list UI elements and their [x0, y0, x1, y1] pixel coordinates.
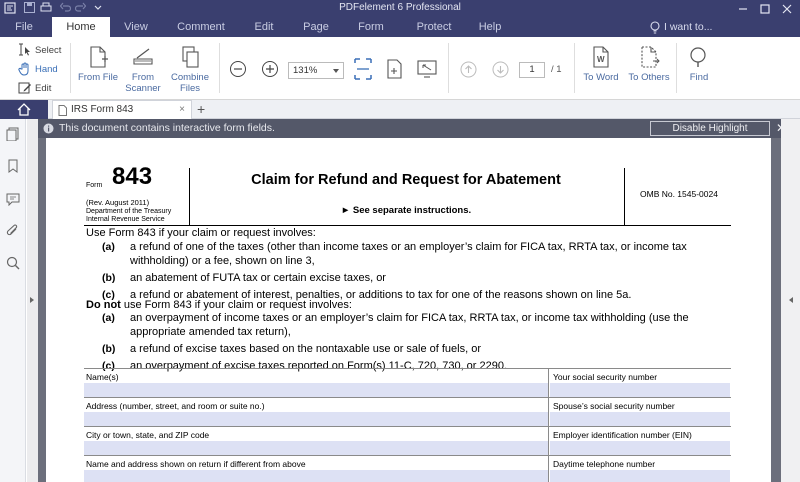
from-scanner-label: From Scanner	[125, 72, 161, 94]
form-subtitle: ► See separate instructions.	[340, 205, 472, 216]
text-field[interactable]	[84, 470, 548, 482]
text-field[interactable]	[550, 441, 730, 455]
do-not-bold: Do not	[86, 299, 121, 311]
from-scanner-button[interactable]	[118, 45, 168, 94]
maximize-icon[interactable]	[754, 1, 776, 16]
minimize-icon[interactable]	[732, 1, 754, 16]
full-screen-icon[interactable]	[416, 58, 438, 80]
add-tab-button[interactable]: +	[197, 101, 206, 117]
previous-page-icon[interactable]	[460, 61, 477, 78]
form-field-row	[84, 397, 731, 426]
i-want-to-label: I want to...	[664, 21, 713, 33]
fit-page-icon[interactable]	[385, 57, 405, 81]
find-label: Find	[689, 72, 709, 83]
thumbnails-icon[interactable]	[6, 127, 20, 141]
create-from-file-button[interactable]	[73, 45, 123, 83]
chevron-right-icon	[30, 297, 34, 303]
page-total: / 1	[551, 64, 562, 75]
app-title: PDFelement 6 Professional	[339, 2, 461, 13]
menu-tab-comment[interactable]: Comment	[177, 21, 225, 33]
document-icon	[58, 105, 67, 116]
document-tab-label: IRS Form 843	[71, 104, 134, 115]
do-not-intro	[86, 298, 352, 312]
item-letter: (c)	[102, 289, 115, 301]
zoom-in-icon[interactable]	[261, 60, 279, 78]
word-file-icon	[588, 45, 614, 69]
omb-number: OMB No. 1545-0024	[640, 189, 718, 199]
combine-files-icon	[177, 45, 203, 69]
field-label: Your social security number	[553, 372, 658, 382]
zoom-value: 131%	[293, 65, 318, 76]
menu-tab-edit[interactable]: Edit	[254, 21, 274, 33]
menu-tab-form[interactable]: Form	[358, 21, 384, 33]
ribbon-divider	[574, 43, 575, 93]
department-line-2: Internal Revenue Service	[86, 216, 165, 223]
title-bar	[0, 0, 800, 17]
new-file-icon	[85, 45, 111, 69]
department-line-1: Department of the Treasury	[86, 208, 172, 215]
item-letter: (b)	[102, 343, 116, 355]
select-cursor-icon	[18, 43, 32, 57]
other-format-icon	[636, 45, 662, 69]
field-divider	[548, 369, 549, 398]
text-field[interactable]	[84, 383, 548, 397]
pdf-page	[46, 138, 771, 482]
field-label: City or town, state, and ZIP code	[86, 430, 210, 440]
edit-pencil-icon	[18, 81, 32, 95]
menu-bar	[0, 17, 800, 37]
form-number: 843	[112, 163, 153, 190]
ribbon-divider	[70, 43, 71, 93]
form-word: Form	[86, 182, 103, 189]
notification-message: This document contains interactive form fields.	[59, 122, 275, 134]
item-text: a refund of one of the taxes (other than income taxes or an employer’s claim for FICA tax, RRTA tax, or income tax	[130, 241, 687, 253]
to-word-label: To Word	[583, 72, 619, 83]
select-mode-button[interactable]: Select	[18, 42, 61, 58]
text-field[interactable]	[550, 412, 730, 426]
hand-mode-button[interactable]: Hand	[18, 61, 58, 77]
item-text: a refund or abatement of interest, penalties, or additions to tax for one of the reasons shown on line 5a.	[130, 289, 632, 301]
field-divider	[548, 398, 549, 427]
field-label: Employer identification number (EIN)	[553, 430, 692, 440]
field-label: Name(s)	[86, 372, 119, 382]
zoom-out-icon[interactable]	[229, 60, 247, 78]
home-ribbon	[0, 37, 800, 100]
info-icon	[43, 123, 54, 134]
svg-text:W: W	[597, 55, 605, 64]
form-field-row	[84, 455, 731, 482]
zoom-select[interactable]	[288, 62, 344, 79]
hand-icon	[18, 62, 32, 76]
form-fields-notification	[38, 119, 787, 138]
i-want-to-search[interactable]	[650, 17, 712, 37]
close-window-icon[interactable]	[776, 1, 798, 16]
use-form-intro: Use Form 843 if your claim or request involves:	[86, 227, 316, 239]
item-letter: (b)	[102, 272, 116, 284]
item-text: an overpayment of income taxes or an employer’s claim for FICA tax, RRTA tax, or income tax withholding (use the	[130, 312, 689, 324]
menu-tab-file[interactable]: File	[15, 21, 33, 33]
item-letter: (c)	[102, 360, 115, 372]
menu-tab-help[interactable]: Help	[478, 21, 502, 33]
comment-icon[interactable]	[6, 192, 20, 206]
item-letter: (a)	[102, 241, 115, 253]
page-number-input[interactable]: 1	[519, 62, 545, 78]
form-title: Claim for Refund and Request for Abatement	[251, 172, 561, 188]
attachment-icon[interactable]	[6, 224, 20, 238]
form-field-row	[84, 368, 731, 397]
chevron-down-icon	[333, 69, 339, 73]
combine-files-label: Combine Files	[170, 72, 210, 94]
home-icon	[17, 103, 31, 116]
search-icon	[686, 45, 712, 69]
document-tab[interactable]	[52, 100, 192, 119]
fit-width-icon[interactable]	[353, 57, 373, 81]
search-sidebar-icon[interactable]	[6, 256, 20, 270]
chevron-left-icon	[789, 297, 793, 303]
close-notification-icon[interactable]: ✕	[776, 121, 787, 135]
menu-tab-view[interactable]: View	[124, 21, 148, 33]
menu-tab-home[interactable]: Home	[52, 17, 110, 37]
bookmark-icon[interactable]	[6, 159, 20, 173]
item-text-continued: withholding) or a fee, shown on line 3,	[130, 255, 315, 267]
left-sidebar	[0, 119, 26, 482]
ribbon-divider	[219, 43, 220, 93]
text-field[interactable]	[84, 412, 548, 426]
form-revision: (Rev. August 2011)	[86, 198, 150, 207]
lightbulb-icon	[650, 21, 660, 34]
field-label: Name and address shown on return if different from above	[86, 459, 306, 469]
to-word-button[interactable]	[576, 45, 626, 83]
item-letter: (a)	[102, 312, 115, 324]
find-button[interactable]	[674, 45, 724, 83]
form-field-row	[84, 426, 731, 455]
ribbon-divider	[448, 43, 449, 93]
disable-highlight-button[interactable]: Disable Highlight	[650, 121, 770, 136]
menu-tab-page[interactable]: Page	[303, 21, 329, 33]
do-not-rest: use Form 843 if your claim or request involves:	[120, 299, 352, 311]
field-label: Spouse’s social security number	[553, 401, 675, 411]
field-label: Address (number, street, and room or suite no.)	[86, 401, 265, 411]
text-field[interactable]	[550, 470, 730, 482]
header-divider	[624, 168, 625, 225]
text-field[interactable]	[84, 441, 548, 455]
field-divider	[548, 456, 549, 482]
field-divider	[548, 427, 549, 456]
item-text: an overpayment of excise taxes reported on Form(s) 11-C, 720, 730, or 2290.	[130, 360, 508, 372]
from-file-label: From File	[77, 72, 119, 83]
combine-files-button[interactable]	[165, 45, 215, 94]
menu-tab-protect[interactable]: Protect	[416, 21, 452, 33]
next-page-icon[interactable]	[492, 61, 509, 78]
to-others-label: To Others	[628, 72, 670, 83]
edit-mode-button[interactable]: Edit	[18, 80, 51, 96]
home-tab-button[interactable]	[0, 100, 48, 119]
to-others-button[interactable]	[624, 45, 674, 83]
item-text: a refund of excise taxes based on the nontaxable use or sale of fuels, or	[130, 343, 482, 355]
document-tab-strip	[0, 100, 800, 119]
field-label: Daytime telephone number	[553, 459, 656, 469]
header-divider	[189, 168, 190, 225]
close-tab-icon[interactable]: ×	[179, 104, 185, 115]
scanner-icon	[130, 45, 156, 69]
text-field[interactable]	[550, 383, 730, 397]
item-text-continued: appropriate amended tax return),	[130, 326, 291, 338]
item-text: an abatement of FUTA tax or certain excise taxes, or	[130, 272, 386, 284]
